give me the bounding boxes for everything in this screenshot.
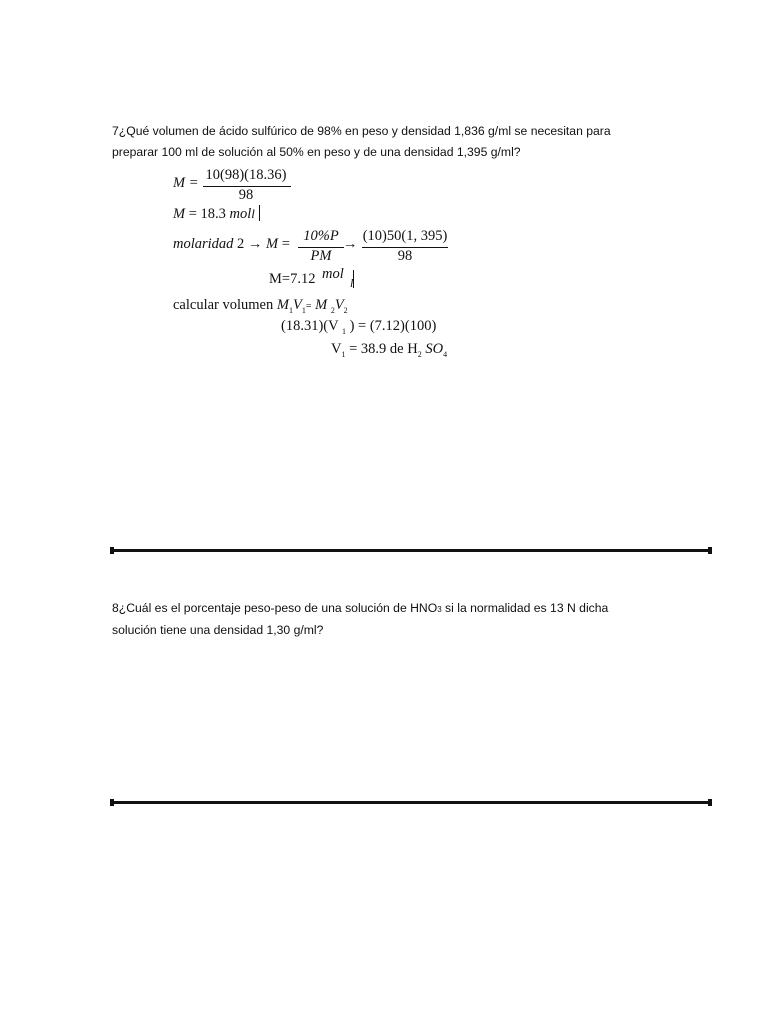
- eq2-unit-l: l: [251, 206, 255, 221]
- eq4-unit: mol: [322, 266, 344, 282]
- eq6: (18.31)(V $_1$ ) = (7.12)(100): [281, 318, 437, 336]
- eq1-denominator: 98: [238, 187, 254, 203]
- divider-1-left-cap: [110, 547, 114, 554]
- eq1-lhs: M =: [173, 175, 199, 191]
- eq4-unit-l: l: [350, 276, 354, 290]
- eq4-value: M=7.12: [269, 271, 316, 287]
- eq2-unit-bar: [259, 205, 260, 221]
- question-8-line-2: solución tiene una densidad 1,30 g/ml?: [112, 623, 324, 637]
- question-7-line-1: 7¿Qué volumen de ácido sulfúrico de 98% en peso y densidad 1,836 g/ml se necesitan para: [112, 124, 611, 138]
- eq5: calcular volumen $M_1V_1= M$ $_2V_2$: [173, 297, 348, 315]
- divider-2-left-cap: [110, 799, 114, 806]
- question-8-line-1: 8¿Cuál es el porcentaje peso-peso de una solución de HNO3 si la normalidad es 13 N dicha: [112, 601, 609, 615]
- eq3-label: [173, 236, 290, 253]
- eq2-unit: mol: [229, 206, 252, 222]
- eq1-numerator: 10(98)(18.36): [205, 167, 287, 183]
- eq3-equals: =: [281, 236, 290, 252]
- eq3-m: M: [266, 236, 279, 252]
- eq2: [173, 206, 255, 223]
- divider-line-2: [111, 801, 711, 804]
- eq5-label: calcular volumen: [173, 297, 274, 313]
- eq3-denominator-2: 98: [397, 248, 413, 264]
- eq3-two: 2: [237, 236, 245, 252]
- eq3-arrow-2: →: [343, 236, 358, 252]
- eq2-m: M: [173, 206, 186, 222]
- eq7: $V_1 = 38.9$ de $H_2$ $SO_4$: [331, 341, 448, 359]
- divider-1-right-cap: [708, 547, 712, 554]
- eq3-numerator-1: 10%P: [303, 228, 339, 244]
- eq3-denominator-1: PM: [310, 248, 332, 264]
- divider-2-right-cap: [708, 799, 712, 806]
- eq2-value: = 18.3: [188, 206, 226, 222]
- divider-line-1: [111, 549, 711, 552]
- eq3-molaridad: molaridad: [173, 236, 234, 252]
- eq3-arrow-1: →: [247, 236, 263, 252]
- question-7-line-2: preparar 100 ml de solución al 50% en peso y de una densidad 1,395 g/ml?: [112, 145, 521, 159]
- eq3-numerator-2: (10)50(1, 395): [362, 228, 448, 244]
